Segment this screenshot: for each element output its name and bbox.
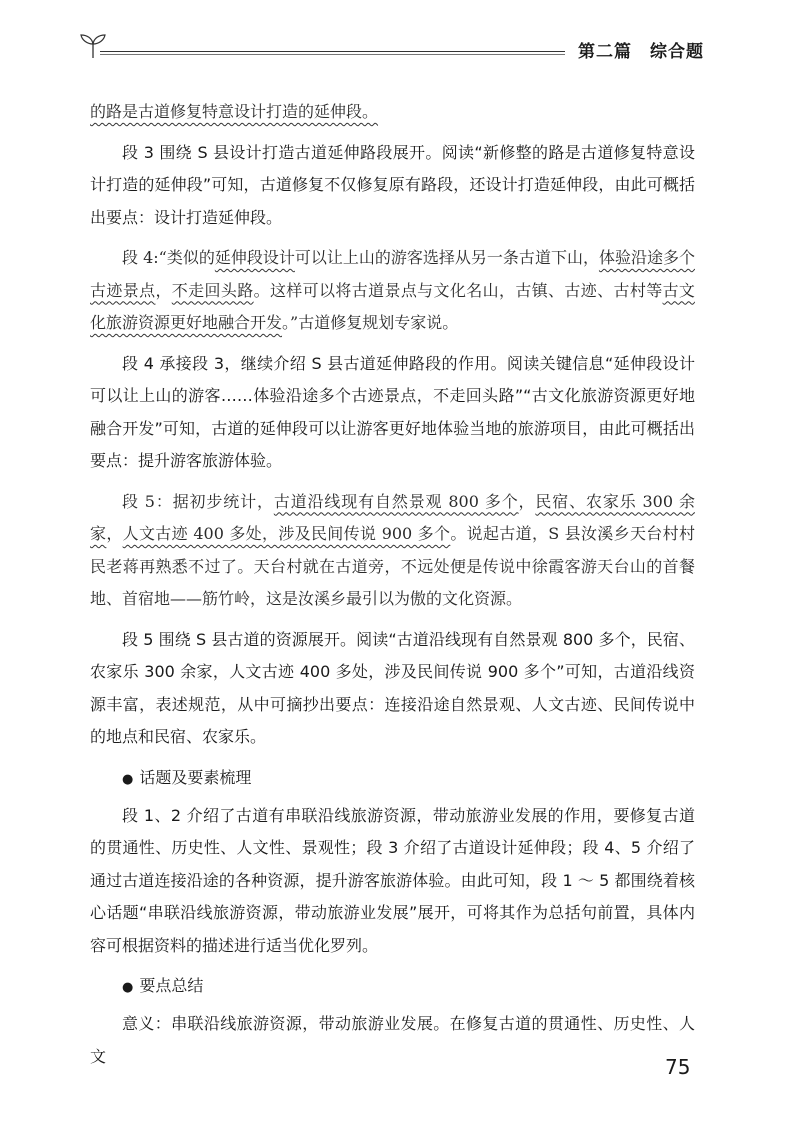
- analysis-paragraph-3: 段 3 围绕 S 县设计打造古道延伸路段展开。阅读“新修整的路是古道修复特意设计打造的延伸段”可知，古道修复不仅修复原有路段，还设计打造延伸段，由此可概括出要点：设计打造延伸段。: [90, 142, 695, 227]
- analysis-paragraph-4: 段 4 承接段 3，继续介绍 S 县古道延伸路段的作用。阅读关键信息“延伸段设计可以让上山的游客……体验沿途多个古迹景点，不走回头路”“古文化旅游资源更好地融合开发”可知，古道的延伸段可以让游客更好地体验当地的旅游项目，由此可概括出要点：提升游客旅游体验。: [90, 353, 695, 470]
- page-number: 75: [665, 1055, 691, 1079]
- bullet-icon: ●: [122, 771, 134, 787]
- topic-summary-paragraph: 段 1、2 介绍了古道有串联沿线旅游资源，带动旅游业发展的作用，要修复古道的贯通性、历史性、人文性、景观性；段 3 介绍了古道设计延伸段；段 4、5 介绍了通过古道连接沿途的各种资源，提升游客旅游体验。由此可知，段 1 ～ 5 都围绕着核心话题“串联沿线旅游资源，带动旅游业发展”展开，可将其作为总括句前置，具体内容可根据资料的描述进行适当优化罗列。: [90, 805, 695, 955]
- analysis-paragraph-5: 段 5 围绕 S 县古道的资源展开。阅读“古道沿线现有自然景观 800 多个，民宿、农家乐 300 余家，人文古迹 400 多处，涉及民间传说 900 多个”可知，古道沿线资源丰富，表述规范，从中可摘抄出要点：连接沿途自然景观、人文古迹、民间传说中的地点和民宿、农家乐。: [90, 629, 695, 746]
- underlined-phrase: 古道沿线现有自然景观 800 多个: [273, 491, 519, 511]
- bullet-heading-topic: ● 话题及要素梳理: [122, 767, 252, 787]
- section-title: 第二篇 综合题: [578, 42, 704, 62]
- underlined-phrase: 体验沿途多个古迹景点: [90, 248, 695, 300]
- underlined-phrase: 民宿、农家乐 300 余家: [90, 491, 695, 543]
- source-paragraph-5: 段 5：据初步统计，古道沿线现有自然景观 800 多个，民宿、农家乐 300 余家，人文古迹 400 多处，涉及民间传说 900 多个。说起古道，S 县汝溪乡天台村村民老蒋再熟悉不过了。天台村就在古道旁，不远处便是传说中徐霞客游天台山的首餐地、首宿地——筋竹岭，这是汝溪乡最引以为傲的文化资源。: [90, 491, 695, 608]
- page-body: [90, 96, 695, 1081]
- bullet-heading-points: ● 要点总结: [122, 976, 204, 995]
- underlined-phrase: 古文化旅游资源更好地融合开发: [90, 280, 695, 332]
- underlined-phrase: 延伸段设计: [214, 248, 295, 267]
- bullet-icon: ●: [122, 980, 134, 995]
- underlined-phrase: 人文古迹 400 多处，涉及民间传说 900 多个: [122, 524, 451, 543]
- points-summary-paragraph: 意义：串联沿线旅游资源，带动旅游业发展。在修复古道的贯通性、历史性、人文: [90, 1014, 695, 1066]
- leaf-icon: [78, 32, 108, 60]
- source-paragraph-4: 段 4:“类似的延伸段设计可以让上山的游客选择从另一条古道下山，体验沿途多个古迹景点，不走回头路。这样可以将古道景点与文化名山，古镇、古迹、古村等古文化旅游资源更好地融合开发。”古道修复规划专家说。: [90, 248, 695, 332]
- underlined-phrase: 不走回头路: [171, 280, 254, 300]
- page-header: [78, 32, 718, 72]
- paragraph-continued-quote: [90, 96, 695, 129]
- header-rule: [100, 51, 565, 52]
- header-rule-thin: [100, 54, 565, 55]
- underlined-phrase: 的路是古道修复特意设计打造的延伸段。: [90, 102, 379, 121]
